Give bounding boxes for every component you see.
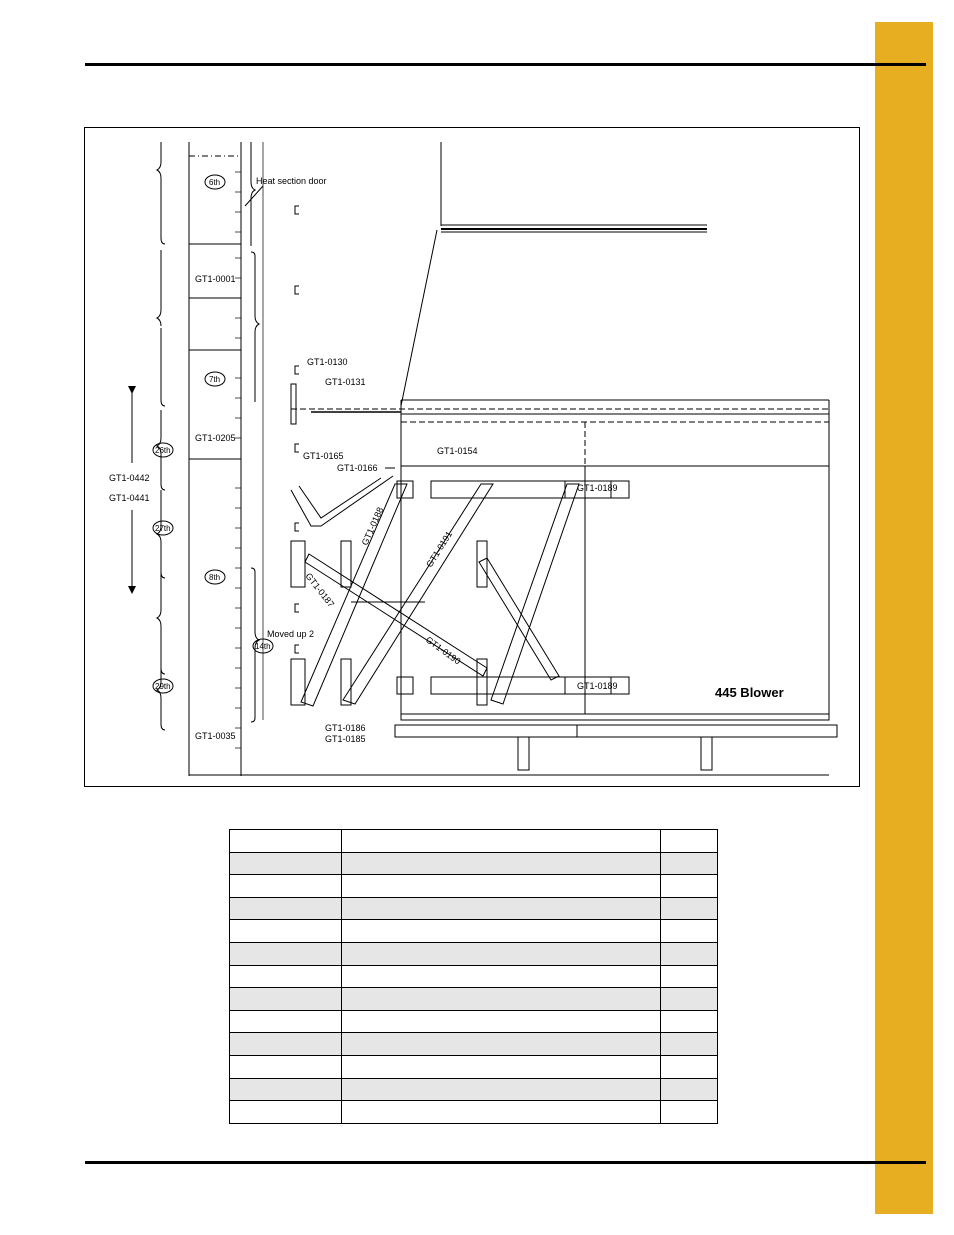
- table-row: [230, 988, 718, 1011]
- table-cell: [661, 1078, 718, 1101]
- table-row: [230, 830, 718, 853]
- table-cell: [230, 1101, 342, 1124]
- table-row: [230, 897, 718, 920]
- table-cell: [661, 830, 718, 853]
- table-row: [230, 875, 718, 898]
- ring-label: 27th: [155, 524, 171, 533]
- table-row: [230, 965, 718, 988]
- part-label: GT1-0191: [424, 529, 455, 570]
- table-cell: [230, 1078, 342, 1101]
- section-tab: [875, 22, 933, 1214]
- table-cell: [661, 1010, 718, 1033]
- table-cell: [661, 920, 718, 943]
- table-cell: [661, 942, 718, 965]
- table-cell: [661, 988, 718, 1011]
- table-cell: [661, 965, 718, 988]
- table-cell: [342, 1010, 661, 1033]
- part-label: GT1-0441: [109, 493, 150, 503]
- table-cell: [342, 852, 661, 875]
- table-cell: [342, 1078, 661, 1101]
- table-row: [230, 1101, 718, 1124]
- part-label: GT1-0205: [195, 433, 236, 443]
- part-label: GT1-0187: [303, 571, 337, 610]
- part-label: GT1-0001: [195, 274, 236, 284]
- table-cell: [230, 1055, 342, 1078]
- table-cell: [661, 1033, 718, 1056]
- table-row: [230, 1078, 718, 1101]
- part-label: GT1-0188: [359, 505, 386, 547]
- table-cell: [230, 1033, 342, 1056]
- table-cell: [342, 1033, 661, 1056]
- part-label: GT1-0442: [109, 473, 150, 483]
- table-row: [230, 1033, 718, 1056]
- part-label: GT1-0189: [577, 681, 618, 691]
- table-cell: [342, 1101, 661, 1124]
- table-cell: [661, 852, 718, 875]
- table-cell: [661, 1101, 718, 1124]
- ring-label: 8th: [209, 573, 221, 582]
- diagonal-braces: [301, 484, 579, 706]
- part-label: GT1-0131: [325, 377, 366, 387]
- ring-label: 29th: [155, 682, 171, 691]
- ring-label: 26th: [155, 446, 171, 455]
- table-cell: [230, 1010, 342, 1033]
- part-label: GT1-0190: [423, 634, 463, 667]
- table-cell: [230, 830, 342, 853]
- drawing-svg: [85, 128, 860, 787]
- label-door: Heat section door: [256, 176, 327, 186]
- table-row: [230, 1010, 718, 1033]
- part-label: GT1-0186: [325, 723, 366, 733]
- part-label: GT1-0154: [437, 446, 478, 456]
- table-cell: [230, 988, 342, 1011]
- table-cell: [342, 988, 661, 1011]
- header-rule: [85, 63, 926, 66]
- table-cell: [230, 965, 342, 988]
- footer-rule: [85, 1161, 926, 1164]
- table-row: [230, 1055, 718, 1078]
- table-cell: [342, 830, 661, 853]
- part-label: GT1-0130: [307, 357, 348, 367]
- table-cell: [661, 897, 718, 920]
- ring-label: 6th: [209, 178, 221, 187]
- table-cell: [230, 852, 342, 875]
- table-cell: [661, 1055, 718, 1078]
- table-cell: [342, 920, 661, 943]
- table-cell: [661, 875, 718, 898]
- figure-title: 445 Blower: [715, 685, 784, 700]
- moved-note: Moved up 2: [267, 629, 315, 639]
- table-cell: [342, 897, 661, 920]
- table-cell: [230, 897, 342, 920]
- part-label: GT1-0185: [325, 734, 366, 744]
- parts-table: [229, 829, 718, 1124]
- part-label: GT1-0189: [577, 483, 618, 493]
- table-row: [230, 920, 718, 943]
- table-cell: [342, 942, 661, 965]
- assembly-drawing: [84, 127, 860, 787]
- part-label: GT1-0166: [337, 463, 378, 473]
- table-cell: [342, 875, 661, 898]
- table-cell: [230, 920, 342, 943]
- table-cell: [342, 1055, 661, 1078]
- mounting-plates: [291, 481, 629, 705]
- table-row: [230, 942, 718, 965]
- ring-label: 14th: [255, 642, 271, 651]
- part-label: GT1-0165: [303, 451, 344, 461]
- part-label: GT1-0035: [195, 731, 236, 741]
- table-cell: [342, 965, 661, 988]
- ring-label: 7th: [209, 375, 221, 384]
- table-cell: [230, 942, 342, 965]
- table-row: [230, 852, 718, 875]
- table-cell: [230, 875, 342, 898]
